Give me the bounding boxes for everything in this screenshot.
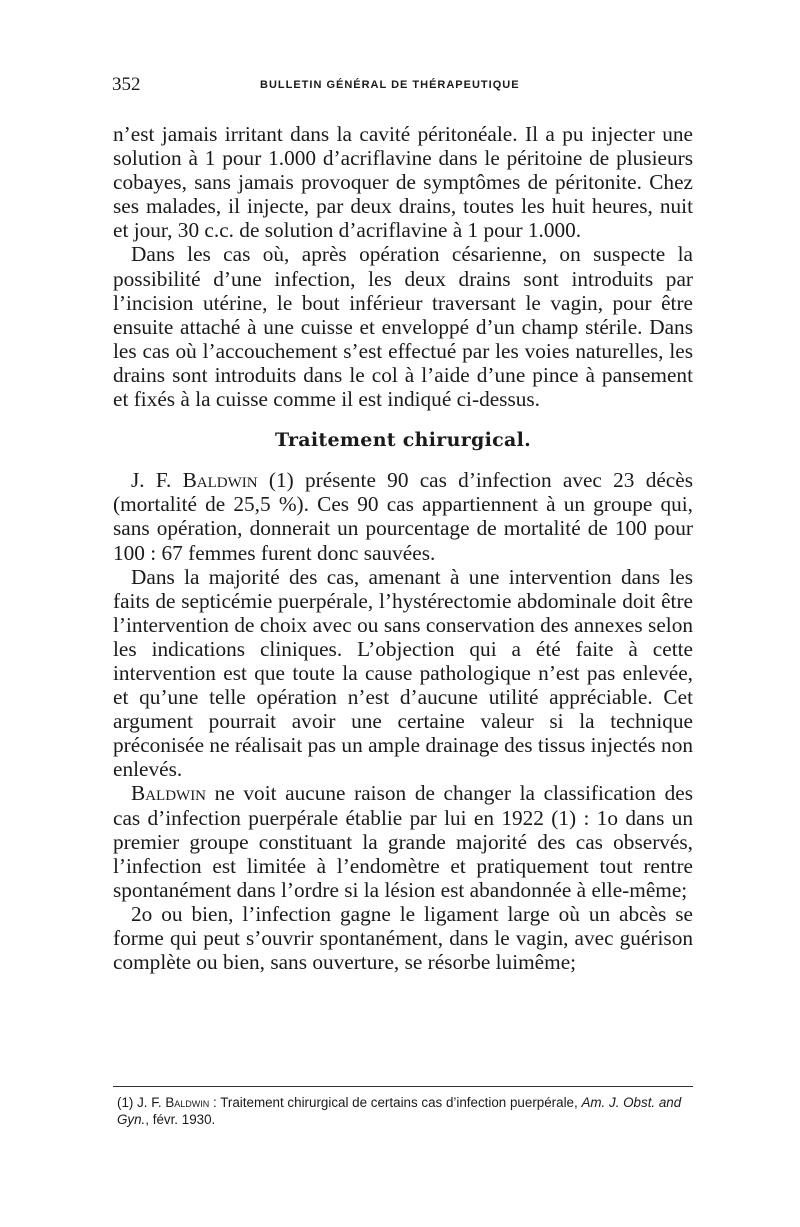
footnote-divider: [113, 1086, 693, 1087]
page-header: [112, 74, 692, 98]
paragraph-3-lead: J. F.: [131, 468, 183, 493]
running-title: BULLETIN GÉNÉRAL DE THÉRAPEUTIQUE: [260, 79, 520, 91]
paragraph-5-text: ne voit aucune raison de changer la classification des cas d’infection puerpérale établie par lui en 1922 (1) : 1o dans un premier groupe constituant la grande majorité des cas observés, l’infection est limitée à l’endomètre et pratiquement tout rentre spontanément dans l’ordre si la lésion est abandonnée à elle-même;: [113, 781, 693, 902]
paragraph-3: [113, 468, 693, 564]
paragraph-3-text: (1) présente 90 cas d’infection avec 23 décès (mortalité de 25,5 %). Ces 90 cas appartiennent à un groupe qui, sans opération, donnerait un pourcentage de mortalité de 100 pour 100 : 67 femmes furent donc sauvées.: [113, 468, 693, 565]
author-name: Baldwin: [182, 468, 258, 493]
body-text: [113, 122, 693, 974]
page-number: 352: [112, 74, 141, 95]
paragraph-4: Dans la majorité des cas, amenant à une intervention dans les faits de septicémie puerpérale, l’hystérectomie abdominale doit être l’intervention de choix avec ou sans conservation des annexes selon les indications cliniques. L’objection qui a été faite à cette intervention est que toute la cause pathologique n’est pas enlevée, et qu’une telle opération n’est d’aucune utilité appréciable. Cet argument pourrait avoir une certaine valeur si la technique préconisée ne réalisait pas un ample drainage des tissus injectés non enlevés.: [113, 564, 693, 782]
footnote: [117, 1094, 693, 1128]
footnote-date: , févr. 1930.: [145, 1112, 216, 1127]
paragraph-6: 2o ou bien, l’infection gagne le ligament large où un abcès se forme qui peut s’ouvrir spontanément, dans le vagin, avec guérison complète ou bien, sans ouverture, se résorbe luimême;: [113, 901, 693, 975]
author-name: Baldwin: [131, 781, 207, 806]
paragraph-2: Dans les cas où, après opération césarienne, on suspecte la possibilité d’une infection, les deux drains sont introduits par l’incision utérine, le bout inférieur traversant le vagin, pour être ensuite attaché à une cuisse et enveloppé d’un champ stérile. Dans les cas où l’accouchement s’est effectué par les voies naturelles, les drains sont introduits dans le col à l’aide d’une pince à pansement et fixés à la cuisse comme il est indiqué ci-dessus.: [113, 242, 693, 412]
footnote-marker: (1) J. F.: [117, 1095, 166, 1110]
paragraph-5: [113, 781, 693, 901]
footnote-journal: Am. J. Obst. and Gyn.: [117, 1095, 682, 1127]
footnote-author: Baldwin: [165, 1095, 210, 1110]
section-heading: Traitement chirurgical.: [274, 429, 532, 452]
paragraph-1: n’est jamais irritant dans la cavité péritonéale. Il a pu injecter une solution à 1 pour 1.000 d’acriflavine dans le péritoine de plusieurs cobayes, sans jamais provoquer de symptômes de péritonite. Chez ses malades, il injecte, par deux drains, toutes les huit heures, nuit et jour, 30 c.c. de solution d’acriflavine à 1 pour 1.000.: [113, 122, 693, 243]
footnote-text: : Traitement chirurgical de certains cas d’infection puerpérale,: [209, 1095, 578, 1110]
